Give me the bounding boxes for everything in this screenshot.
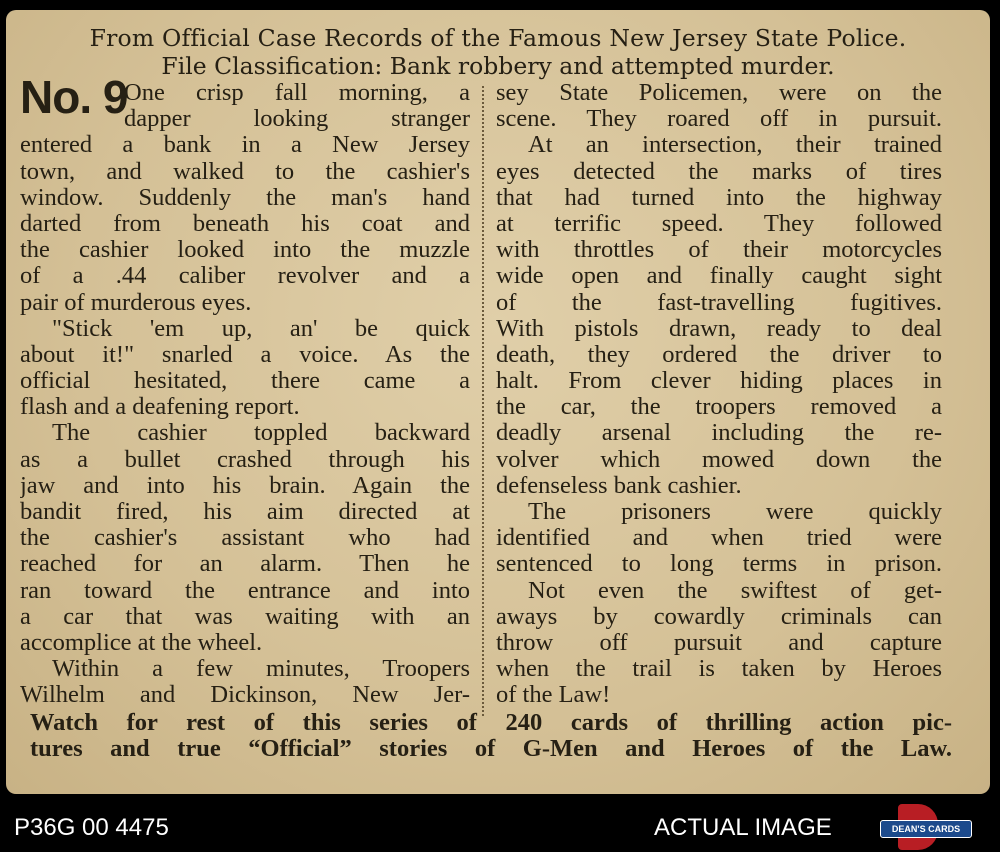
story-line: scene. They roared off in pursuit. bbox=[496, 106, 942, 133]
story-line: as a bullet crashed through his bbox=[20, 446, 470, 473]
story-column-right bbox=[496, 80, 942, 709]
story-line: flash and a deafening report. bbox=[20, 393, 300, 421]
story-line: deadly arsenal including the re- bbox=[496, 420, 942, 447]
column-divider bbox=[482, 86, 484, 716]
story-line: death, they ordered the driver to bbox=[496, 341, 942, 368]
story-line: Within a few minutes, Troopers bbox=[52, 656, 470, 683]
trading-card-back bbox=[6, 10, 990, 794]
story-line: that had turned into the highway bbox=[496, 184, 942, 211]
story-line: ran toward the entrance and into bbox=[20, 577, 470, 604]
story-column-left bbox=[20, 80, 470, 709]
story-line: pair of murderous eyes. bbox=[20, 288, 252, 316]
story-line: bandit fired, his aim directed at bbox=[20, 499, 470, 525]
story-line: jaw and into his brain. Again the bbox=[20, 472, 470, 499]
story-line: the car, the troopers removed a bbox=[496, 394, 942, 421]
story-line: accomplice at the wheel. bbox=[20, 628, 263, 656]
deans-cards-logo bbox=[880, 804, 970, 850]
story-line: town, and walked to the cashier's bbox=[20, 158, 470, 185]
story-line: of the fast-travelling fugitives. bbox=[496, 289, 942, 316]
story-line: aways by cowardly criminals can bbox=[496, 603, 942, 630]
story-line: At an intersection, their trained bbox=[528, 132, 942, 159]
story-line: the cashier's assistant who had bbox=[20, 525, 470, 552]
card-header-classification: File Classification: Bank robbery and attempted murder. bbox=[161, 52, 835, 80]
story-line: identified and when tried were bbox=[496, 525, 942, 552]
story-line: sentenced to long terms in prison. bbox=[496, 551, 942, 578]
listing-bottom-bar bbox=[0, 804, 1000, 852]
story-line: the cashier looked into the muzzle bbox=[20, 237, 470, 264]
story-line: The prisoners were quickly bbox=[528, 499, 942, 525]
card-number: No. 9 bbox=[20, 71, 128, 123]
story-line: a car that was waiting with an bbox=[20, 603, 470, 630]
story-line: Not even the swiftest of get- bbox=[528, 577, 942, 604]
story-line: window. Suddenly the man's hand bbox=[20, 184, 470, 211]
story-line: at terrific speed. They followed bbox=[496, 210, 942, 237]
story-line: official hesitated, there came a bbox=[20, 368, 470, 395]
story-line: Wilhelm and Dickinson, New Jer- bbox=[20, 682, 470, 709]
story-line: about it!" snarled a voice. As the bbox=[20, 341, 470, 368]
story-line: halt. From clever hiding places in bbox=[496, 368, 942, 395]
story-line: eyes detected the marks of tires bbox=[496, 158, 942, 185]
story-line: of a .44 caliber revolver and a bbox=[20, 263, 470, 290]
story-line: With pistols drawn, ready to deal bbox=[496, 315, 942, 342]
logo-band: DEAN'S CARDS bbox=[880, 820, 972, 838]
story-line: The cashier toppled backward bbox=[52, 420, 470, 447]
story-line: volver which mowed down the bbox=[496, 446, 942, 473]
story-line: "Stick 'em up, an' be quick bbox=[52, 315, 470, 342]
story-line: sey State Policemen, were on the bbox=[496, 80, 942, 106]
story-line: darted from beneath his coat and bbox=[20, 210, 470, 237]
card-header-source: From Official Case Records of the Famous New Jersey State Police. bbox=[89, 24, 907, 52]
series-footer-line2: tures and true “Official” stories of G-Men and Heroes of the Law. bbox=[30, 736, 952, 762]
story-line: defenseless bank cashier. bbox=[496, 471, 742, 499]
story-line: dapper looking stranger bbox=[124, 106, 470, 133]
story-line: throw off pursuit and capture bbox=[496, 629, 942, 656]
cert-number: P36G 00 4475 bbox=[14, 814, 169, 841]
story-line: with throttles of their motorcycles bbox=[496, 237, 942, 264]
story-line: reached for an alarm. Then he bbox=[20, 551, 470, 578]
story-line: of the Law! bbox=[496, 681, 611, 709]
story-line: when the trail is taken by Heroes bbox=[496, 656, 942, 683]
story-line: One crisp fall morning, a bbox=[124, 80, 470, 106]
story-line: wide open and finally caught sight bbox=[496, 263, 942, 290]
series-footer-line1: Watch for rest of this series of 240 cards of thrilling action pic- bbox=[30, 710, 952, 736]
story-line: entered a bank in a New Jersey bbox=[20, 132, 470, 159]
actual-image-label: ACTUAL IMAGE bbox=[654, 814, 832, 841]
